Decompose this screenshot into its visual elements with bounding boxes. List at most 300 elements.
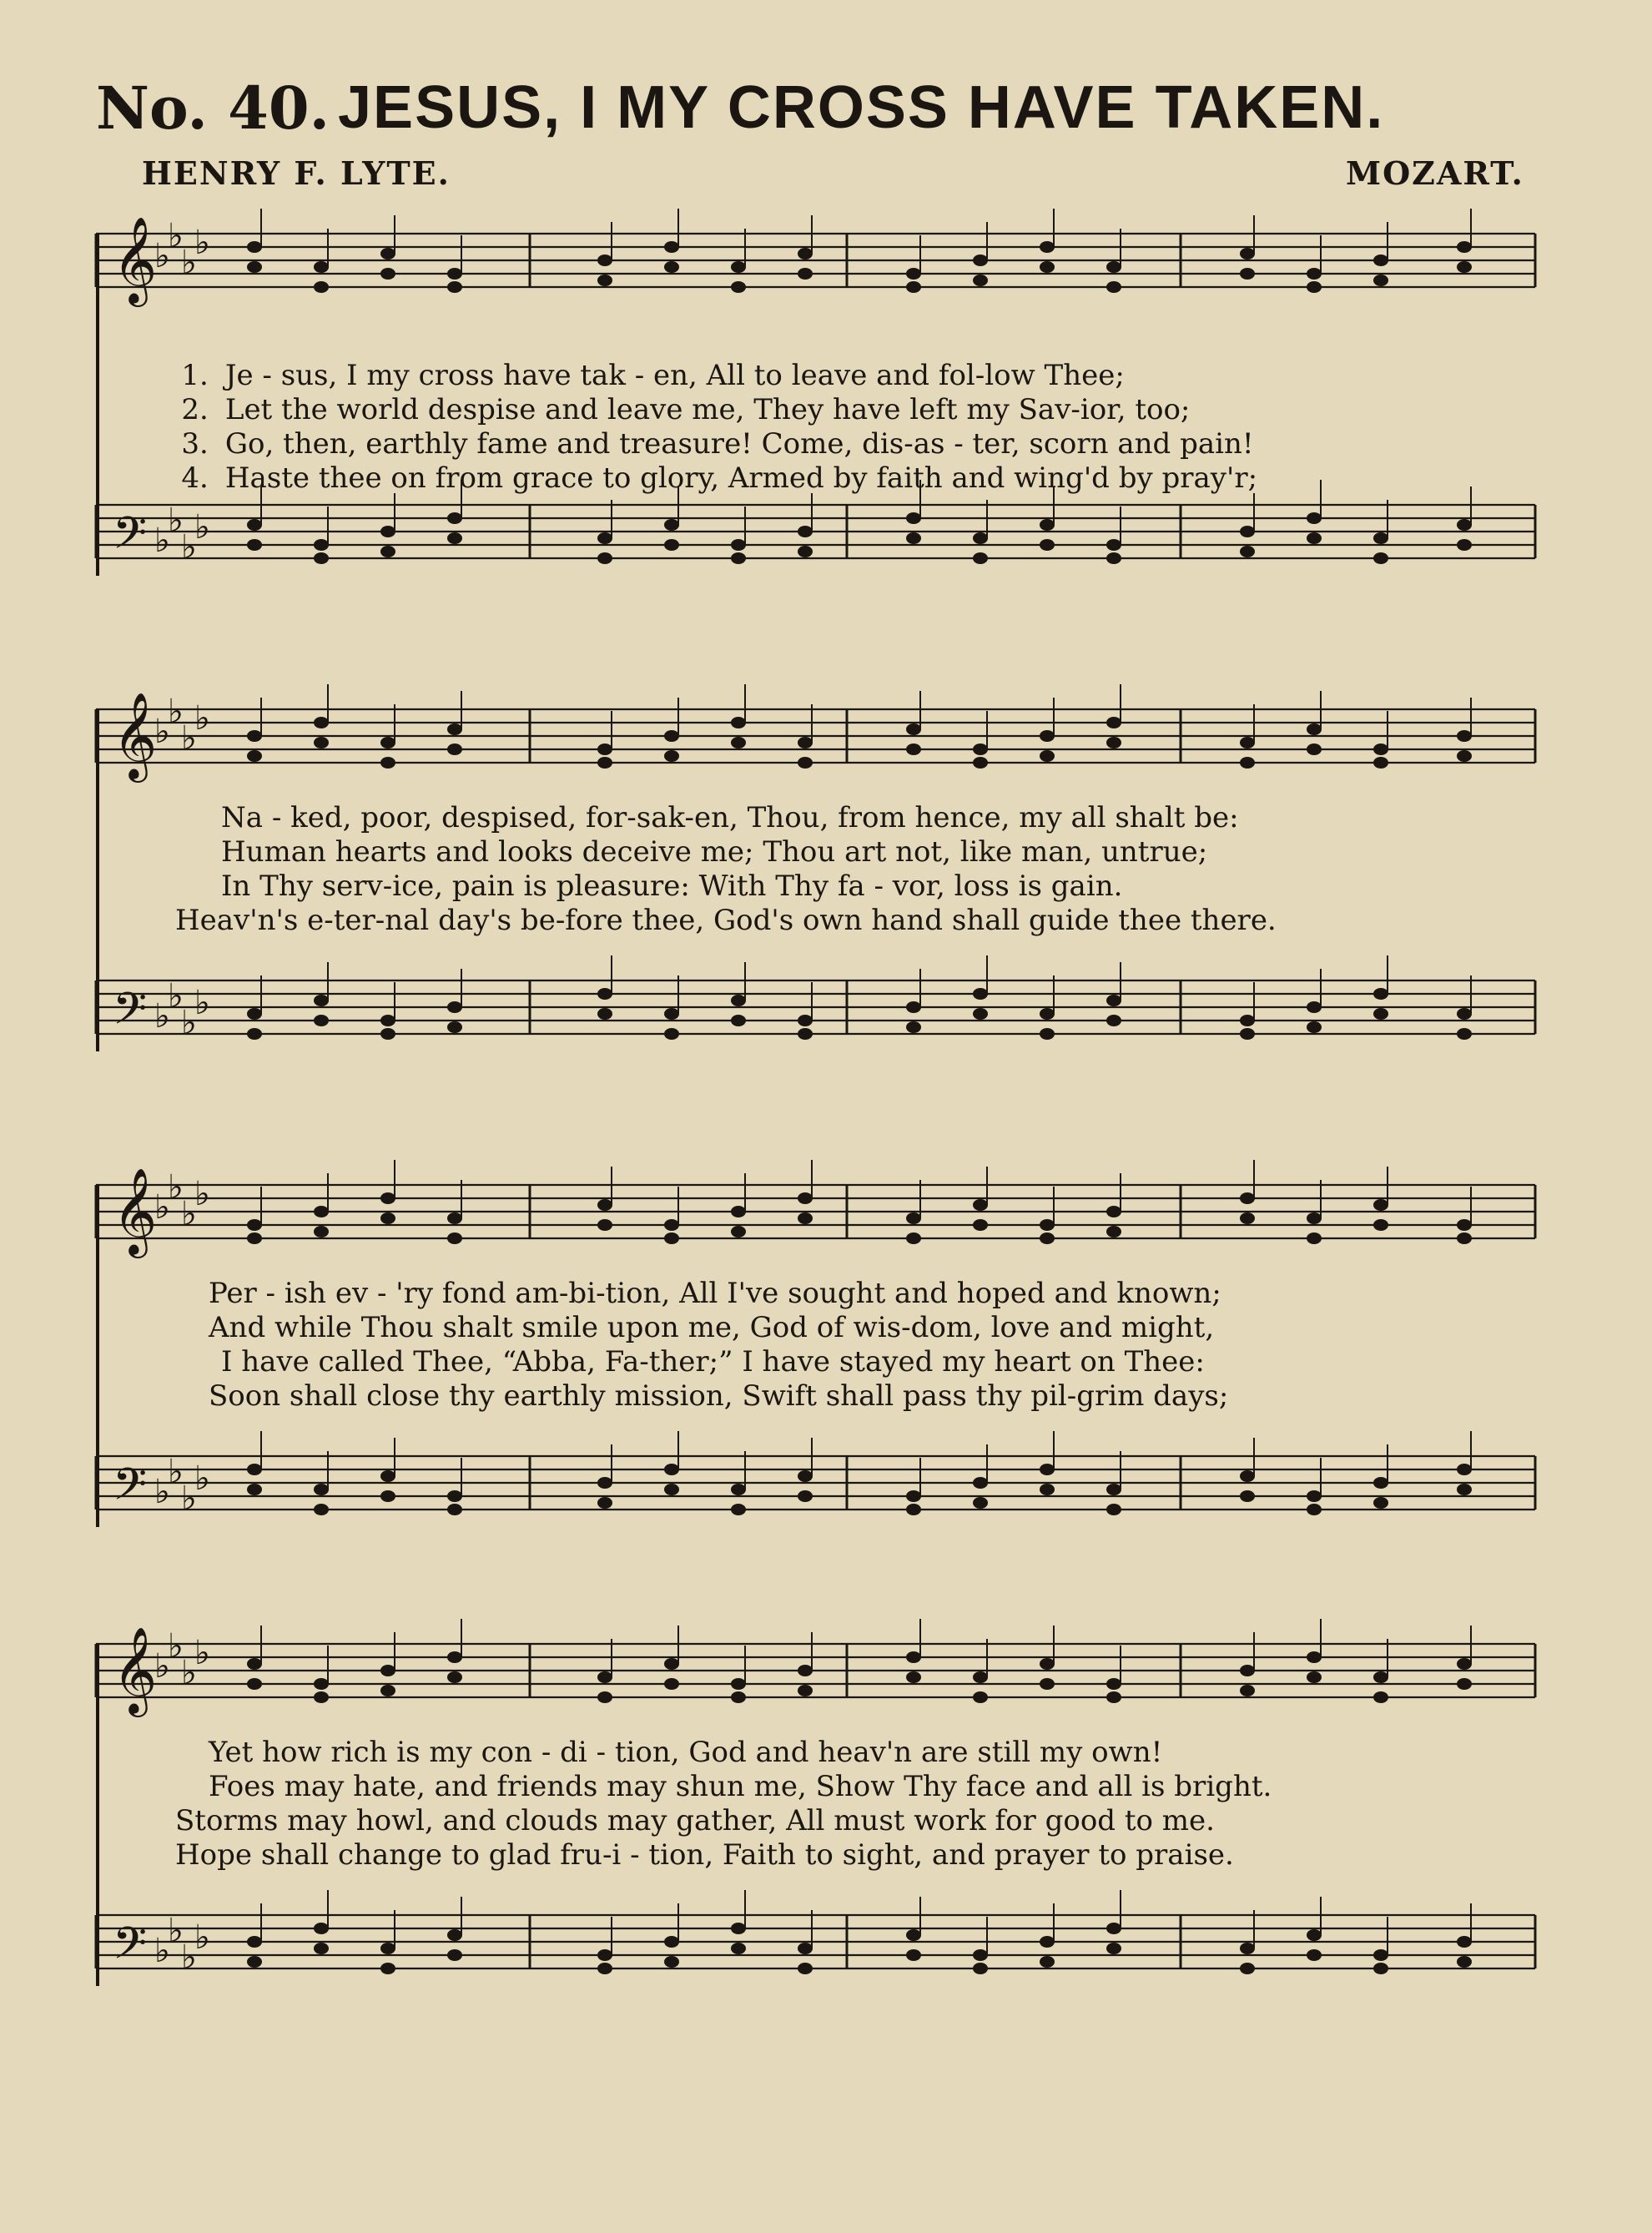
note-head [973,1477,988,1489]
verse-number: 3. [181,427,209,461]
note-head [664,539,679,551]
note-head [664,730,679,742]
note-head [906,1929,921,1941]
composer-credit: MOZART. [1346,154,1524,192]
note-head [1457,539,1472,551]
note-head [906,1504,921,1515]
note-head [314,261,329,273]
bass-clef-icon: 𝄢 [113,984,148,1046]
note-head [1307,1490,1322,1502]
note-head [1457,519,1472,531]
note-head [1457,1956,1472,1968]
note-head [906,281,921,293]
note-head [314,1923,329,1934]
note-head [1106,261,1121,273]
note-head [798,1015,813,1026]
treble-clef-icon: 𝄞 [113,1626,158,1714]
note-head [973,1008,988,1020]
note-head [973,532,988,544]
lyricist-credit: HENRY F. LYTE. [142,154,451,192]
hymn-title: JESUS, I MY CROSS HAVE TAKEN. [338,74,1385,141]
note-head [1240,1665,1255,1676]
note-head [1040,1678,1055,1690]
lyric-line-2 [96,1770,1535,1805]
flat-icon: ♭ [168,1453,184,1491]
music-system-2 [96,668,1535,1118]
note-head [1040,1936,1055,1948]
note-head [973,1963,988,1974]
note-head [1307,512,1322,524]
note-head [1307,1949,1322,1961]
note-head [1373,988,1388,1000]
note-head [447,1021,462,1033]
note-head [597,743,612,755]
flat-icon: ♭ [194,224,210,262]
note-head [447,532,462,544]
note-head [247,1028,262,1040]
note-head [1106,1484,1121,1495]
note-head [1106,1943,1121,1954]
flat-icon: ♭ [154,1647,170,1686]
note-head [731,1015,746,1026]
note-head [1457,750,1472,762]
note-head [731,1504,746,1515]
note-head [973,275,988,286]
note-head [314,1484,329,1495]
verse-number: 2. [181,393,209,426]
system-bracket [96,234,99,576]
note-head [731,281,746,293]
lyric-line-3 [96,870,1535,905]
note-head [597,1497,612,1509]
lyric-text: Go, then, earthly fame and treasure! Come, dis-as - ter, scorn and pain! [224,427,1254,461]
verse-number: 4. [181,461,209,495]
note-head [906,1021,921,1033]
note-head [798,1685,813,1696]
note-head [1040,1484,1055,1495]
note-head [731,1943,746,1954]
note-head [798,268,813,280]
lyric-text: Human hearts and looks deceive me; Thou art not, like man, untrue; [221,835,1208,869]
note-head [380,1963,395,1974]
note-head [314,1678,329,1690]
note-head [597,1949,612,1961]
note-head [1307,268,1322,280]
treble-clef-icon: 𝄞 [113,1167,158,1255]
note-head [247,730,262,742]
bass-clef-icon: 𝄢 [113,508,148,570]
note-head [798,1665,813,1676]
note-head [1457,1028,1472,1040]
note-head [1106,1691,1121,1703]
note-head [664,750,679,762]
note-head [380,1470,395,1482]
note-head [247,1008,262,1020]
note-head [731,1484,746,1495]
note-head [314,1206,329,1217]
note-head [380,1665,395,1676]
note-head [247,750,262,762]
note-head [314,1504,329,1515]
note-head [664,519,679,531]
note-head [1373,552,1388,564]
note-head [1307,1212,1322,1224]
note-head [664,1028,679,1040]
note-head [798,1192,813,1204]
note-head [1373,1219,1388,1231]
note-head [1307,1651,1322,1663]
note-head [314,552,329,564]
note-head [1307,1232,1322,1244]
flat-icon: ♭ [181,719,197,758]
note-head [1240,268,1255,280]
lyric-line-1 [96,801,1535,836]
note-head [664,241,679,253]
flat-icon: ♭ [181,244,197,282]
lyric-verse-3 [96,394,1535,461]
lyric-text: In Thy serv-ice, pain is pleasure: With Thy fa - vor, loss is gain. [221,870,1123,903]
note-head [798,1212,813,1224]
treble-staff [96,684,1535,809]
note-head [798,757,813,769]
note-head [447,281,462,293]
lyric-line-4 [96,1379,1535,1414]
flat-icon: ♭ [168,502,184,540]
note-head [1040,1219,1055,1231]
note-head [1240,1028,1255,1040]
note-head [731,995,746,1006]
note-head [664,1484,679,1495]
note-head [247,519,262,531]
system-bracket [96,1185,99,1527]
lyric-text: Haste thee on from grace to glory, Armed by faith and wing'd by pray'r; [224,461,1258,495]
system-bracket [96,709,99,1051]
treble-staff [96,209,1535,334]
note-head [1040,730,1055,742]
note-head [798,526,813,537]
flat-icon: ♭ [168,693,184,731]
note-head [1307,1504,1322,1515]
note-head [597,532,612,544]
note-head [1307,1001,1322,1013]
note-head [973,255,988,266]
note-head [1373,1477,1388,1489]
note-head [1040,1956,1055,1968]
note-head [1457,1232,1472,1244]
flat-icon: ♭ [154,997,170,1036]
note-head [973,1219,988,1231]
verse-number: 1. [181,359,209,392]
title-row [96,73,1514,149]
lyric-text: Let the world despise and leave me, They have left my Sav-ior, too; [224,393,1191,426]
note-head [314,1691,329,1703]
note-head [1106,539,1121,551]
note-head [447,268,462,280]
flat-icon: ♭ [168,977,184,1016]
note-head [247,261,262,273]
note-head [597,988,612,1000]
note-head [798,1963,813,1974]
note-head [247,1464,262,1475]
note-head [906,723,921,735]
lyric-line-3 [96,1804,1535,1839]
flat-icon: ♭ [154,1932,170,1970]
note-head [1240,1470,1255,1482]
lyric-line-1 [96,1736,1535,1771]
note-head [664,1658,679,1670]
note-head [731,261,746,273]
note-head [247,1936,262,1948]
note-head [1240,757,1255,769]
note-head [973,1199,988,1211]
note-head [906,268,921,280]
note-head [380,737,395,749]
flat-icon: ♭ [154,237,170,275]
note-head [1106,552,1121,564]
note-head [1457,1464,1472,1475]
note-head [1457,1936,1472,1948]
flat-icon: ♭ [181,1938,197,1977]
treble-clef-icon: 𝄞 [113,692,158,779]
note-head [447,1490,462,1502]
note-head [906,1232,921,1244]
note-head [1307,532,1322,544]
note-head [1240,1685,1255,1696]
note-head [973,988,988,1000]
note-head [1240,737,1255,749]
note-head [1373,1199,1388,1211]
note-head [597,1477,612,1489]
note-head [1240,1212,1255,1224]
note-head [906,1651,921,1663]
note-head [1373,275,1388,286]
note-head [731,552,746,564]
lyric-verse-1 [96,325,1535,392]
note-head [731,1226,746,1237]
treble-staff [96,1160,1535,1285]
bass-staff [96,1890,1535,2015]
note-head [1106,281,1121,293]
bass-staff [96,480,1535,605]
note-head [1106,995,1121,1006]
note-head [1307,1021,1322,1033]
lyric-text: Heav'n's e-ter-nal day's be-fore thee, God's own hand shall guide thee there. [175,904,1277,937]
note-head [1106,1504,1121,1515]
system-bracket [96,1644,99,1986]
flat-icon: ♭ [194,508,210,547]
note-head [597,1691,612,1703]
note-head [447,743,462,755]
note-head [447,1504,462,1515]
note-head [380,1015,395,1026]
lyric-line-2 [96,1311,1535,1346]
note-head [731,1923,746,1934]
note-head [447,1671,462,1683]
note-head [731,1678,746,1690]
note-head [1307,281,1322,293]
note-head [1106,1678,1121,1690]
note-head [1373,255,1388,266]
note-head [380,757,395,769]
note-head [906,512,921,524]
note-head [447,1651,462,1663]
note-head [597,1008,612,1020]
note-head [798,1470,813,1482]
lyric-verse-4 [96,428,1535,495]
note-head [798,1943,813,1954]
note-head [247,1658,262,1670]
note-head [1457,1484,1472,1495]
note-head [380,1028,395,1040]
note-head [664,1464,679,1475]
flat-icon: ♭ [154,713,170,751]
note-head [380,1192,395,1204]
note-head [447,512,462,524]
lyric-verse-2 [96,360,1535,426]
note-head [1457,730,1472,742]
note-head [906,1212,921,1224]
note-head [973,1691,988,1703]
note-head [1240,1963,1255,1974]
note-head [380,526,395,537]
flat-icon: ♭ [194,1918,210,1957]
flat-icon: ♭ [154,1473,170,1511]
note-head [1373,1497,1388,1509]
flat-icon: ♭ [154,1188,170,1227]
flat-icon: ♭ [168,1168,184,1207]
note-head [1240,1490,1255,1502]
note-head [906,743,921,755]
note-head [1457,261,1472,273]
note-head [1106,1206,1121,1217]
note-head [1240,1192,1255,1204]
lyric-text: Yet how rich is my con - di - tion, God and heav'n are still my own! [209,1736,1163,1769]
lyric-text: Storms may howl, and clouds may gather, All must work for good to me. [175,1804,1215,1837]
note-head [1040,1008,1055,1020]
note-head [1457,1008,1472,1020]
note-head [380,248,395,260]
note-head [1373,1671,1388,1683]
note-head [447,1212,462,1224]
note-head [906,1490,921,1502]
lyric-text: Na - ked, poor, despised, for-sak-en, Thou, from hence, my all shalt be: [221,801,1239,834]
note-head [973,743,988,755]
note-head [1240,1015,1255,1026]
note-head [597,1219,612,1231]
note-head [973,1671,988,1683]
note-head [597,1199,612,1211]
note-head [1040,261,1055,273]
note-head [1040,1658,1055,1670]
lyric-text: And while Thou shalt smile upon me, God of wis-dom, love and might, [209,1311,1215,1344]
flat-icon: ♭ [181,1479,197,1518]
note-head [731,737,746,749]
note-head [1307,1929,1322,1941]
note-head [664,261,679,273]
note-head [380,1943,395,1954]
flat-icon: ♭ [181,528,197,567]
flat-icon: ♭ [194,1634,210,1672]
note-head [1040,539,1055,551]
music-system-4 [96,1602,1535,2069]
note-head [664,1936,679,1948]
note-head [247,1484,262,1495]
note-head [1040,1028,1055,1040]
note-head [597,1963,612,1974]
note-head [1040,1232,1055,1244]
note-head [597,275,612,286]
lyric-text: Hope shall change to glad fru-i - tion, Faith to sight, and prayer to praise. [175,1838,1234,1872]
note-head [247,1678,262,1690]
note-head [447,1001,462,1013]
note-head [1307,743,1322,755]
note-head [1457,241,1472,253]
lyric-line-3 [96,1345,1535,1380]
note-head [1040,519,1055,531]
note-head [247,241,262,253]
flat-icon: ♭ [194,1175,210,1213]
flat-icon: ♭ [194,984,210,1022]
note-head [664,1956,679,1968]
note-head [1457,1219,1472,1231]
note-head [247,1232,262,1244]
note-head [447,1949,462,1961]
bass-clef-icon: 𝄢 [113,1459,148,1521]
note-head [731,539,746,551]
treble-clef-icon: 𝄞 [113,216,158,304]
flat-icon: ♭ [168,217,184,255]
note-head [314,1015,329,1026]
bass-clef-icon: 𝄢 [113,1918,148,1980]
note-head [1373,757,1388,769]
note-head [1106,1226,1121,1237]
note-head [447,723,462,735]
note-head [798,737,813,749]
note-head [798,1490,813,1502]
note-head [1457,1678,1472,1690]
note-head [380,1212,395,1224]
note-head [664,1232,679,1244]
note-head [731,717,746,728]
treble-staff [96,1619,1535,1744]
note-head [1106,1015,1121,1026]
note-head [247,1956,262,1968]
note-head [906,1001,921,1013]
flat-icon: ♭ [154,522,170,560]
note-head [247,539,262,551]
lyric-text: I have called Thee, “Abba, Fa-ther;” I have stayed my heart on Thee: [221,1345,1205,1379]
lyric-line-4 [96,904,1535,939]
note-head [1240,1943,1255,1954]
note-head [1106,1923,1121,1934]
note-head [597,757,612,769]
lyric-line-4 [96,1838,1535,1873]
note-head [380,1490,395,1502]
note-head [664,1219,679,1231]
note-head [664,1008,679,1020]
note-head [597,552,612,564]
note-head [973,552,988,564]
note-head [973,1949,988,1961]
bass-staff [96,955,1535,1081]
note-head [1240,546,1255,557]
note-head [314,1943,329,1954]
note-head [1040,241,1055,253]
note-head [314,539,329,551]
lyric-text: Foes may hate, and friends may shun me, Show Thy face and all is bright. [209,1770,1272,1803]
note-head [1307,723,1322,735]
flat-icon: ♭ [194,699,210,738]
